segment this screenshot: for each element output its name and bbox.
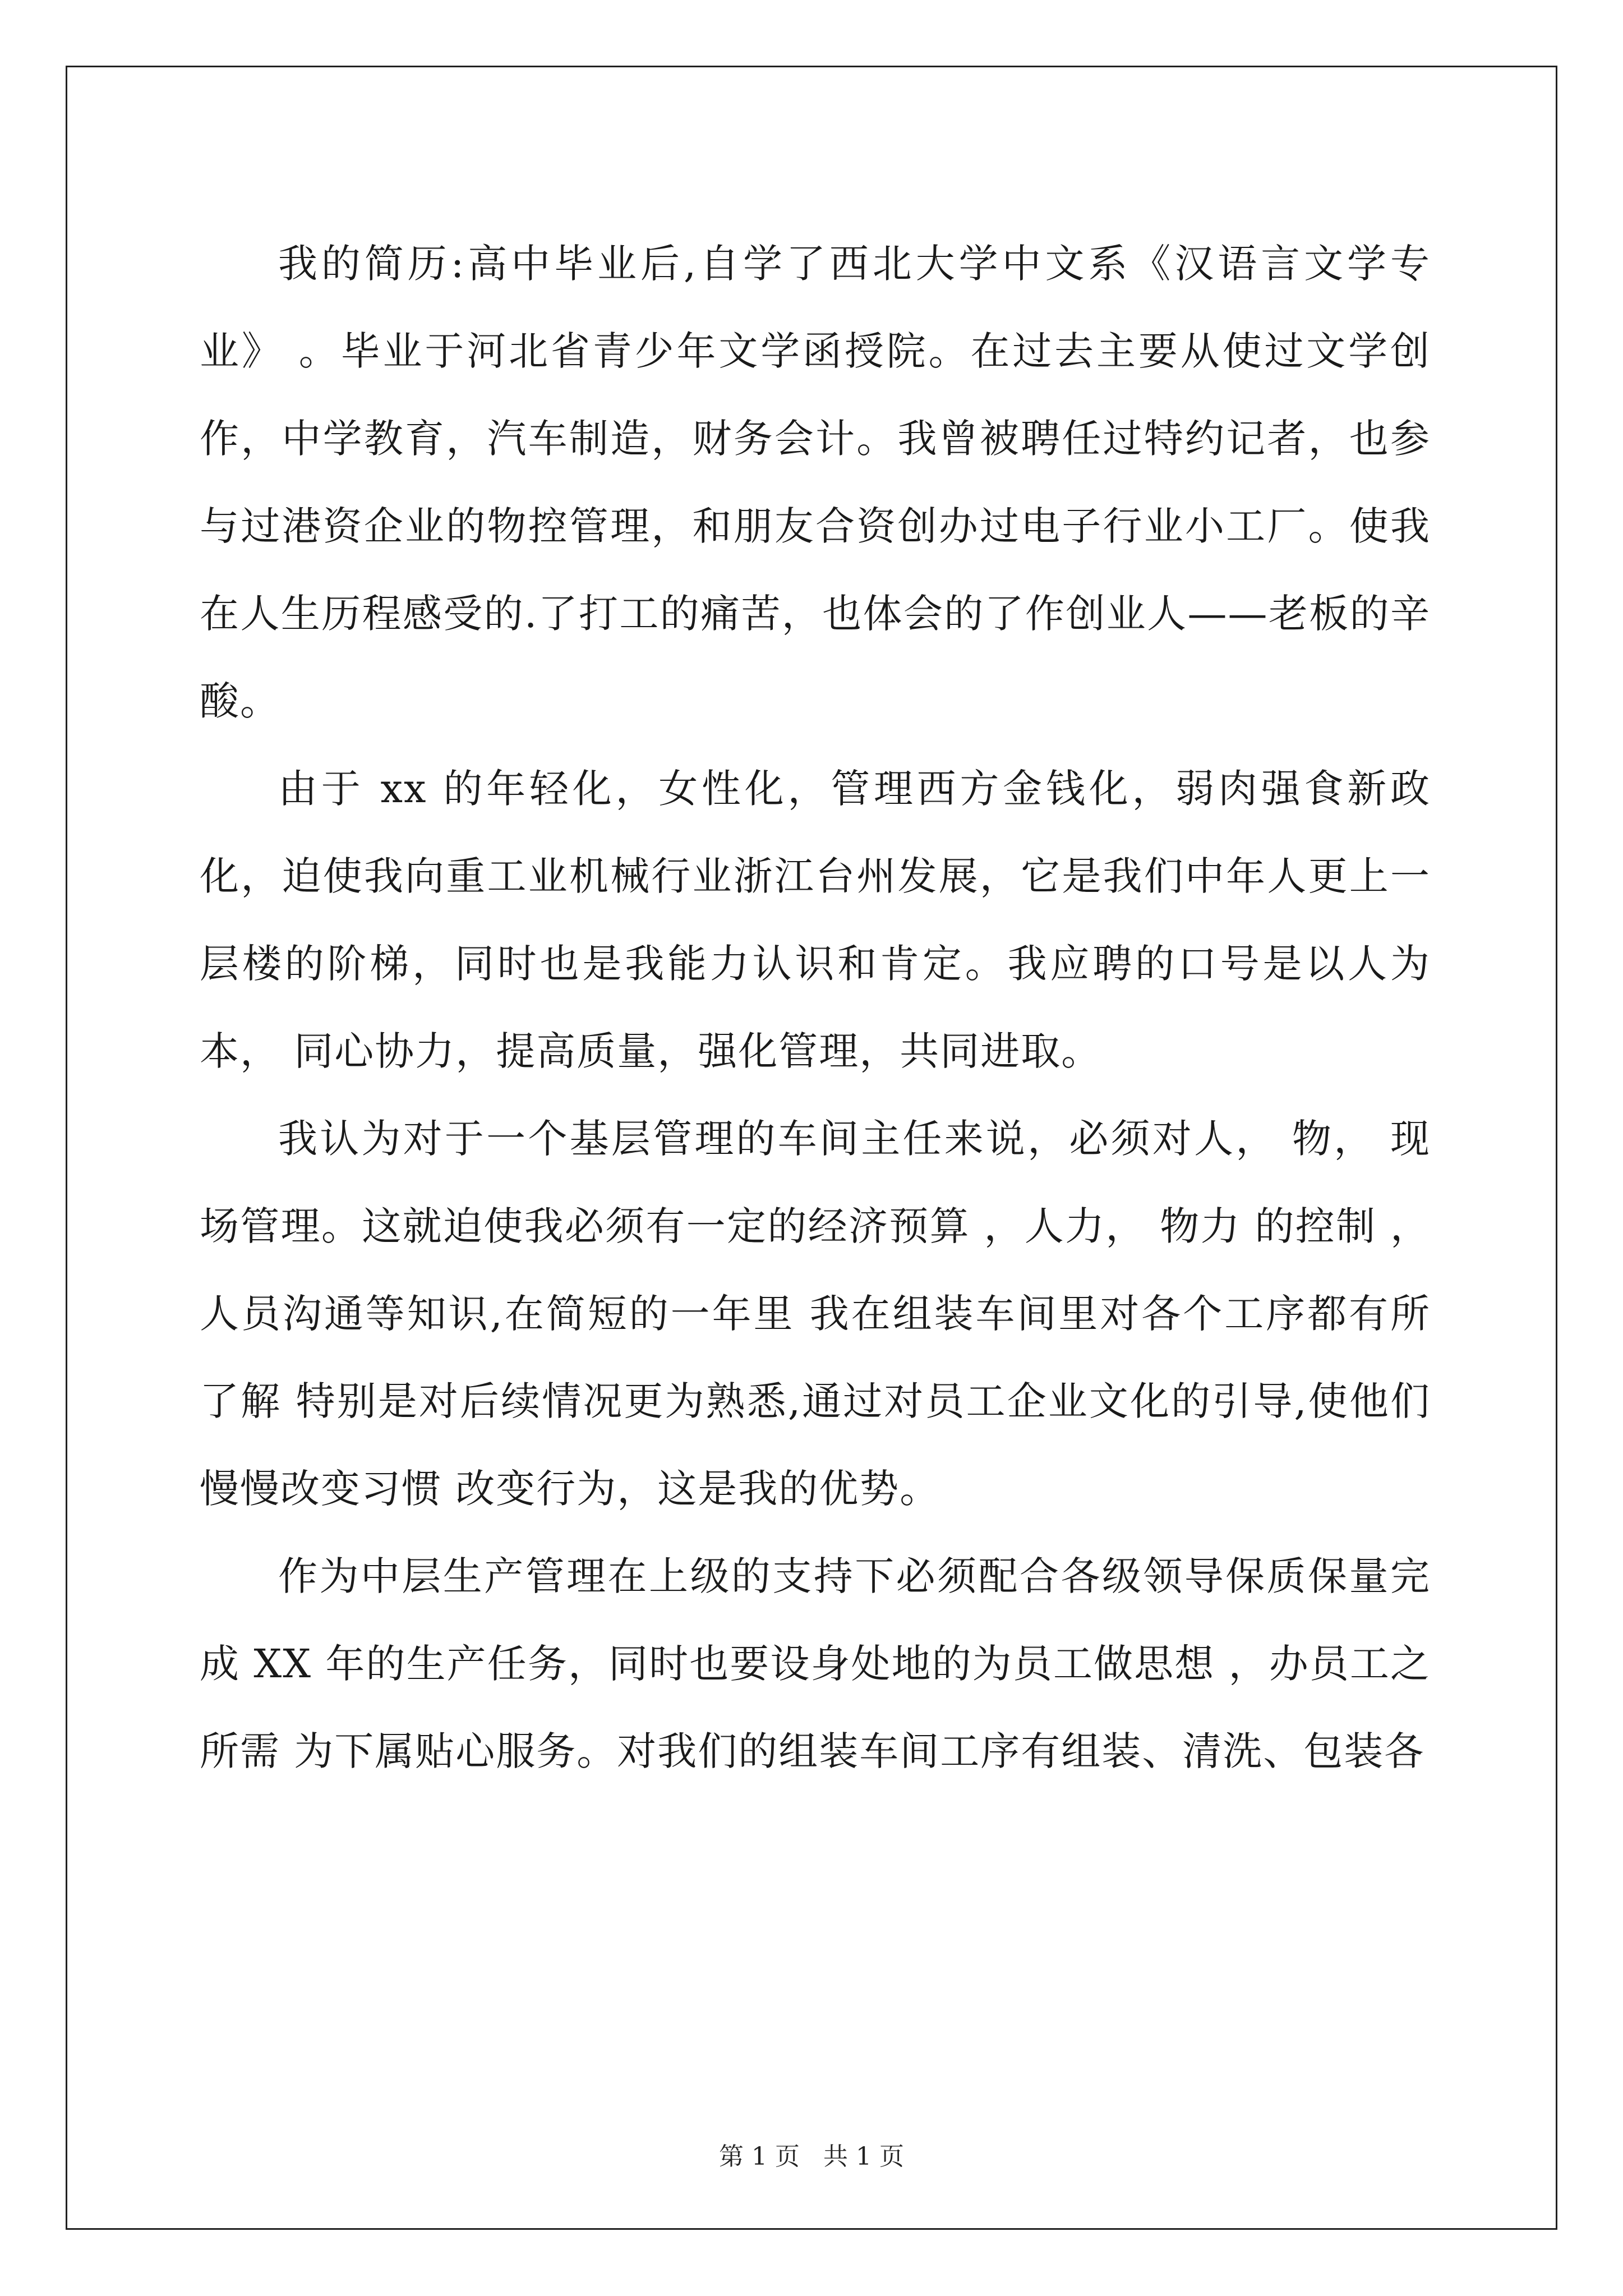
paragraph-production-plan: 作为中层生产管理在上级的支持下必须配合各级领导保质保量完成 XX 年的生产任务，同时也要设身处地的为员工做思想 ，办员工之所需 为下属贴心服务。对我们的组装车间工序有组装、清洗、包装各 xyxy=(200,1553,1431,1774)
document-body xyxy=(200,220,1431,1795)
page-number: 第 1 页 xyxy=(719,2142,800,2171)
paragraph-motivation: 由于 xx 的年轻化，女性化，管理西方金钱化，弱肉强食新政化，迫使我向重工业机械行业浙江台州发展，它是我们中年人更上一层楼的阶梯，同时也是我能力认识和肯定。我应聘的口号是以人为本， 同心协力，提高质量，强化管理，共同进取。 xyxy=(200,766,1431,1074)
paragraph-management-view: 我认为对于一个基层管理的车间主任来说，必须对人， 物， 现场管理。这就迫使我必须有一定的经济预算 ，人力， 物力 的控制 ，人员沟通等知识,在简短的一年里 我在组装车间里对各个工序都有所了解 特别是对后续情况更为熟悉,通过对员工企业文化的引导,使他们慢慢改变习惯 改变行为，这是我的优势。 xyxy=(200,1116,1431,1512)
paragraph-resume: 我的简历:高中毕业后,自学了西北大学中文系《汉语言文学专业》 。毕业于河北省青少年文学函授院。在过去主要从使过文学创作，中学教育，汽车制造，财务会计。我曾被聘任过特约记者，也参与过港资企业的物控管理，和朋友合资创办过电子行业小工厂。使我在人生历程感受的.了打工的痛苦，也体会的了作创业人——老板的辛酸。 xyxy=(200,241,1431,724)
page-total: 共 1 页 xyxy=(823,2142,904,2171)
page-footer xyxy=(0,2143,1623,2171)
